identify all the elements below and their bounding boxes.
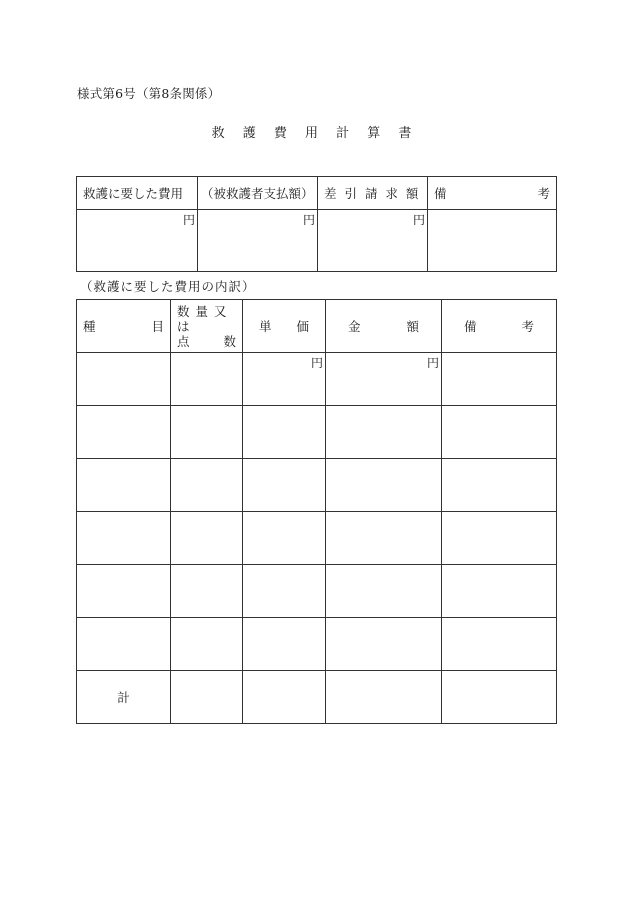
breakdown-header-row [77, 300, 557, 353]
summary-value-row [77, 210, 557, 272]
relief-cost-cell: 円 [77, 210, 198, 272]
total-label: 計 [77, 671, 171, 724]
table-row [77, 459, 557, 512]
document-title: 救 護 費 用 計 算 書 [211, 126, 419, 141]
table-row [77, 618, 557, 671]
recipient-paid-cell: 円 [198, 210, 318, 272]
unit-price-cell: 円 [243, 353, 326, 406]
header-item: 種 目 [77, 300, 171, 353]
header-relief-cost: 救護に要した費用 [77, 177, 198, 210]
net-claim-cell: 円 [318, 210, 428, 272]
header-remarks: 備 考 [428, 177, 557, 210]
table-row [77, 406, 557, 459]
amount-cell: 円 [326, 353, 442, 406]
form-number-label: 様式第6号（第8条関係） [77, 86, 221, 101]
header-amount: 金 額 [326, 300, 442, 353]
breakdown-table [76, 299, 557, 724]
header-quantity: 数 量 又 は 点 数 [171, 300, 243, 353]
breakdown-title: （救護に要した費用の内訳） [80, 279, 256, 294]
header-unit-price: 単 価 [243, 300, 326, 353]
table-row [77, 353, 557, 406]
summary-header-row [77, 177, 557, 210]
table-row [77, 565, 557, 618]
summary-table [76, 176, 557, 272]
total-row [77, 671, 557, 724]
header-net-claim: 差 引 請 求 額 [318, 177, 428, 210]
table-row [77, 512, 557, 565]
remarks-cell [428, 210, 557, 272]
header-recipient-paid: （被救護者支払額） [198, 177, 318, 210]
header-remarks: 備 考 [442, 300, 557, 353]
